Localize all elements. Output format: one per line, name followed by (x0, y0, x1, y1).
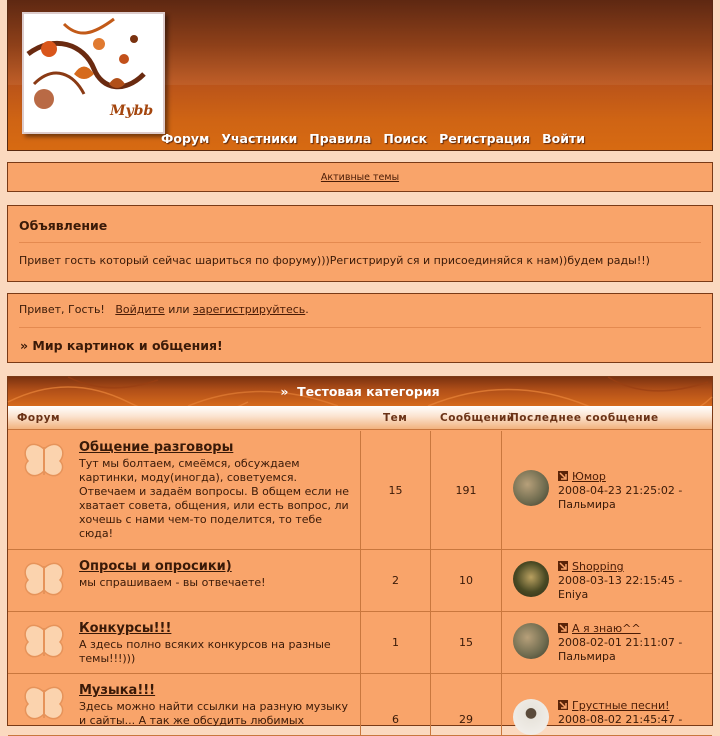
last-post-user: Eniya (558, 588, 589, 601)
go-to-post-icon[interactable] (558, 700, 568, 710)
last-post-date: 2008-02-01 21:11:07 - (558, 636, 683, 649)
category-title-wrap (8, 384, 712, 399)
topics-cell (361, 612, 431, 673)
butterfly-icon (20, 620, 68, 666)
forum-title[interactable]: Музыка!!! (79, 683, 156, 698)
nav-rules[interactable]: Правила (309, 131, 372, 146)
posts-count: 15 (459, 636, 473, 649)
last-post-info (558, 560, 708, 602)
announcement-title: Объявление (19, 218, 108, 233)
register-link[interactable]: зарегистрируйтесь (193, 303, 306, 316)
last-post-user: Пальмира (558, 650, 616, 663)
topics-cell (361, 550, 431, 611)
butterfly-icon (20, 439, 68, 485)
go-to-post-icon[interactable] (558, 623, 568, 633)
forum-header (7, 0, 713, 151)
logo-text: Mybb (110, 103, 154, 119)
butterfly-icon (20, 558, 68, 604)
forum-row (8, 431, 712, 550)
forum-info-cell (8, 612, 361, 673)
welcome-divider (19, 327, 701, 328)
welcome-box (7, 293, 713, 363)
category-block (7, 376, 713, 726)
posts-cell (431, 612, 502, 673)
forum-row (8, 550, 712, 612)
topics-cell (361, 431, 431, 549)
avatar[interactable] (513, 699, 549, 735)
active-topics-bar (7, 162, 713, 192)
announcement-box (7, 205, 713, 282)
col-forum: Форум (17, 412, 61, 424)
forum-title[interactable]: Общение разговоры (79, 440, 234, 455)
go-to-post-icon[interactable] (558, 471, 568, 481)
forum-description: мы спрашиваем - вы отвечаете! (79, 576, 266, 589)
avatar[interactable] (513, 623, 549, 659)
topics-count: 6 (392, 713, 399, 726)
topics-count: 15 (388, 484, 403, 497)
topics-cell (361, 674, 431, 735)
welcome-end: . (305, 303, 309, 316)
column-headers (8, 406, 712, 430)
last-post-cell (502, 674, 712, 735)
last-topic-link[interactable]: Shopping (572, 560, 624, 573)
category-title: Тестовая категория (297, 384, 440, 399)
forum-title[interactable]: Конкурсы!!! (79, 621, 172, 636)
forum-info-cell (8, 550, 361, 611)
go-to-post-icon[interactable] (558, 561, 568, 571)
nav-register[interactable]: Регистрация (439, 131, 531, 146)
col-topics: Тем (383, 412, 408, 424)
login-link[interactable]: Войдите (115, 303, 165, 316)
last-post-user: Пальмира (558, 498, 616, 511)
nav-login[interactable]: Войти (542, 131, 585, 146)
active-topics-link[interactable]: Активные темы (320, 172, 400, 183)
forum-row (8, 674, 712, 736)
last-post-cell (502, 550, 712, 611)
last-topic-link[interactable]: Грустные песни! (572, 699, 670, 712)
posts-cell (431, 674, 502, 735)
last-post-date: 2008-08-02 21:45:47 - (558, 713, 683, 726)
forum-row (8, 612, 712, 674)
forum-description: Тут мы болтаем, смеёмся, обсуждаем картинки, моду(иногда), советуемся. Отвечаем и задаём вопросы. В общем если не хватает совета, общения, или есть вопрос, ли хочешь с нами чем-то поделится, то тебе сюда! (79, 457, 350, 540)
posts-count: 10 (459, 574, 473, 587)
last-post-info (558, 470, 708, 512)
last-post-info (558, 622, 708, 664)
forum-logo[interactable] (22, 12, 165, 134)
posts-count: 191 (455, 484, 477, 497)
welcome-line (19, 303, 309, 316)
welcome-greeting: Привет, Гость! (19, 303, 105, 316)
avatar[interactable] (513, 561, 549, 597)
topics-count: 1 (392, 636, 399, 649)
posts-count: 29 (459, 713, 473, 726)
nav-search[interactable]: Поиск (383, 131, 428, 146)
last-post-cell (502, 612, 712, 673)
nav-forum[interactable]: Форум (161, 131, 210, 146)
forum-info-cell (8, 674, 361, 735)
forum-description: А здесь полно всяких конкурсов на разные темы!!!))) (79, 638, 331, 665)
announcement-divider (19, 242, 701, 243)
forum-info-cell (8, 431, 361, 549)
or-text: или (168, 303, 190, 316)
last-post-date: 2008-03-13 22:15:45 - (558, 574, 683, 587)
butterfly-icon (20, 682, 68, 728)
last-post-info (558, 699, 708, 727)
forum-title[interactable]: Опросы и опросики) (79, 559, 232, 574)
last-post-date: 2008-04-23 21:25:02 - (558, 484, 683, 497)
col-last-post: Последнее сообщение (510, 412, 659, 424)
last-topic-link[interactable]: Юмор (572, 470, 606, 483)
forum-description: Здесь можно найти ссылки на разную музыку и сайты... А так же обсудить любимых (79, 700, 349, 727)
posts-cell (431, 550, 502, 611)
breadcrumb[interactable]: » Мир картинок и общения! (20, 338, 223, 353)
col-posts: Сообщений (440, 412, 515, 424)
posts-cell (431, 431, 502, 549)
last-topic-link[interactable]: А я знаю^^ (572, 622, 641, 635)
avatar[interactable] (513, 470, 549, 506)
announcement-text: Привет гость который сейчас шариться по форуму)))Регистрируй ся и присоединяйся к нам))будем рады!!) (19, 254, 650, 267)
topics-count: 2 (392, 574, 399, 587)
category-header (8, 377, 712, 406)
nav-members[interactable]: Участники (221, 131, 298, 146)
double-chevron-icon: » (280, 384, 289, 399)
last-post-cell (502, 431, 712, 549)
main-nav (155, 131, 591, 146)
